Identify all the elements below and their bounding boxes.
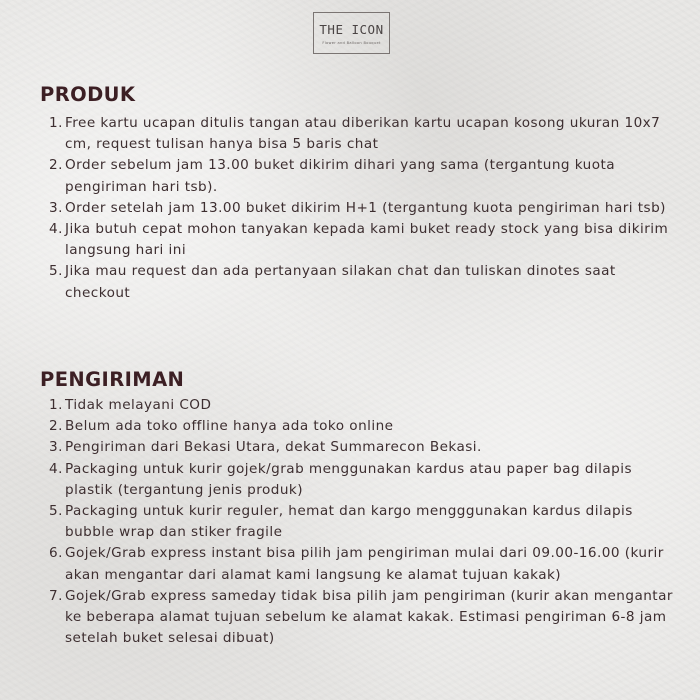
item-text: Order sebelum jam 13.00 buket dikirim dihari yang sama (tergantung kuota pengiriman hari tsb). [65, 157, 616, 195]
item-number: 6. [49, 545, 63, 562]
item-text: Packaging untuk kurir gojek/grab menggunakan kardus atau paper bag dilapis plastik (tergantung jenis produk) [65, 460, 632, 498]
brand-logo [313, 12, 390, 54]
list-item [40, 155, 680, 197]
item-text: Free kartu ucapan ditulis tangan atau diberikan kartu ucapan kosong ukuran 10x7 cm, request tulisan hanya bisa 5 baris chat [65, 115, 661, 153]
list-item [40, 543, 680, 585]
item-text: Tidak melayani COD [65, 397, 212, 413]
item-text: Jika butuh cepat mohon tanyakan kepada kami buket ready stock yang bisa dikirim langsung hari ini [65, 221, 669, 259]
item-text: Gojek/Grab express sameday tidak bisa pilih jam pengiriman (kurir akan mengantar ke beberapa alamat tujuan sebelum ke alamat kakak. Estimasi pengiriman 6-8 jam setelah buket selesai dibuat) [65, 587, 673, 647]
list-item [40, 459, 680, 501]
list-item [40, 113, 680, 155]
section-produk [40, 83, 680, 304]
list-item [40, 395, 680, 416]
section-pengiriman [40, 368, 680, 649]
item-text: Packaging untuk kurir reguler, hemat dan kargo mengggunakan kardus dilapis bubble wrap dan stiker fragile [65, 503, 633, 541]
item-number: 4. [49, 221, 63, 238]
item-number: 4. [49, 460, 63, 477]
list-item [40, 437, 680, 458]
item-text: Order setelah jam 13.00 buket dikirim H+1 (tergantung kuota pengiriman hari tsb) [65, 199, 666, 216]
item-number: 3. [49, 439, 63, 456]
section-title: PENGIRIMAN [40, 368, 185, 391]
item-number: 5. [49, 503, 63, 520]
item-number: 2. [49, 157, 63, 174]
item-number: 2. [49, 418, 63, 435]
item-number: 7. [49, 587, 63, 604]
item-text: Pengiriman dari Bekasi Utara, dekat Summarecon Bekasi. [65, 439, 482, 456]
item-text: Jika mau request dan ada pertanyaan silakan chat dan tuliskan dinotes saat checkout [65, 263, 616, 301]
pengiriman-list [40, 395, 680, 649]
brand-tagline: Flower and Balloon Bouquet [322, 41, 381, 45]
list-item [40, 261, 680, 303]
brand-name: THE ICON [319, 22, 384, 37]
list-item [40, 416, 680, 437]
list-item [40, 198, 680, 219]
item-text: Belum ada toko offline hanya ada toko online [65, 418, 394, 435]
item-number: 3. [49, 199, 63, 216]
section-title: PRODUK [40, 83, 136, 106]
item-number: 5. [49, 263, 63, 280]
list-item [40, 501, 680, 543]
item-text: Gojek/Grab express instant bisa pilih jam pengiriman mulai dari 09.00-16.00 (kurir akan mengantar dari alamat kami langsung ke alamat tujuan kakak) [65, 545, 664, 583]
item-number: 1. [49, 115, 63, 131]
list-item [40, 219, 680, 261]
list-item [40, 586, 680, 650]
item-number: 1. [49, 397, 63, 413]
produk-list [40, 113, 680, 304]
